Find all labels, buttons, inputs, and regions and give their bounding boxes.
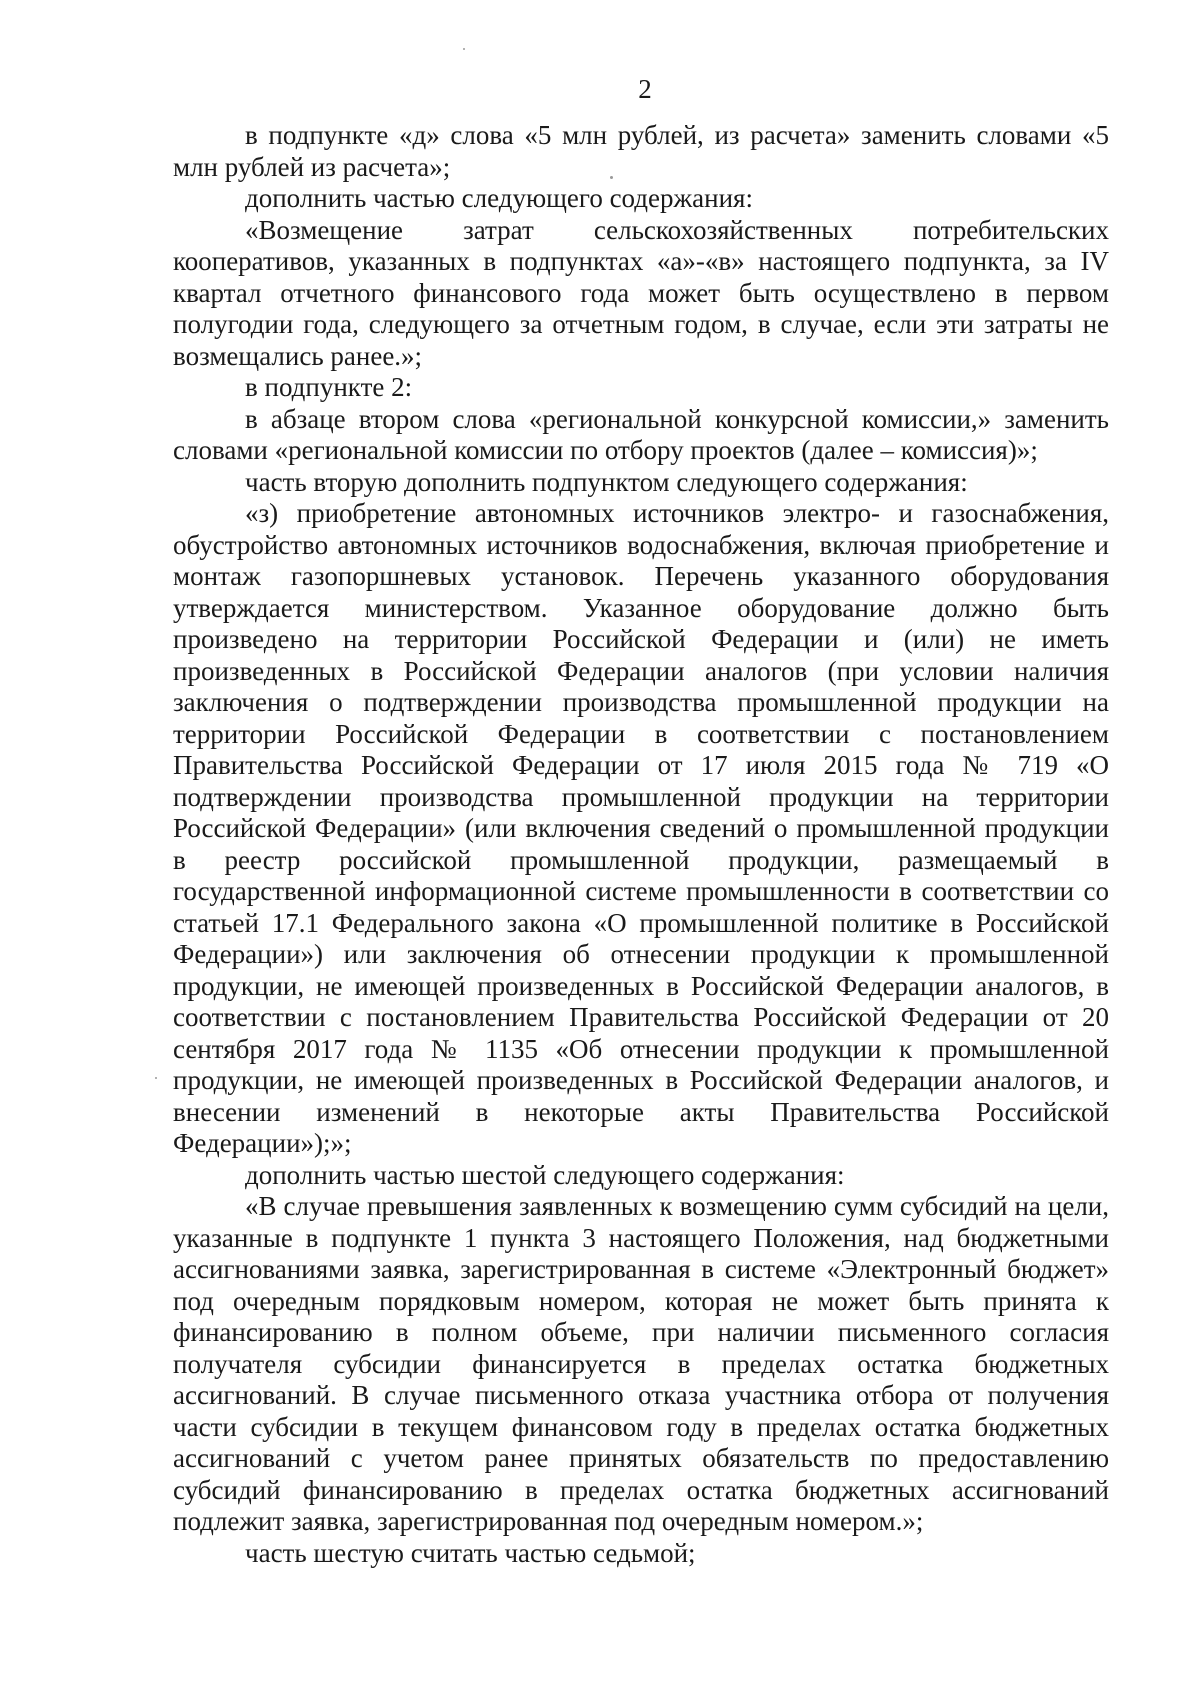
scan-speck [463,48,465,50]
paragraph-cost-reimbursement: «Возмещение затрат сельскохозяйственных потребительских кооперативов, указанных в подпунктах «а»-«в» настоящего подпункта, за IV квартал отчетного финансового года может быть осуществлено в первом полугодии года, следующего за отчетным годом, в случае, если эти затраты не возмещались ранее.»; [173,214,1109,371]
document-body [173,120,1109,1569]
paragraph-subitem-z: «з) приобретение автономных источников электро- и газоснабжения, обустройство автономных источников водоснабжения, включая приобретение и монтаж газопоршневых установок. Перечень указанного оборудования утверждается министерством. Указанное оборудование должно быть произведено на территории Российской Федерации и (или) не иметь произведенных в Российской Федерации аналогов (при условии наличия заключения о подтверждении производства промышленной продукции на территории Российской Федерации в соответствии с постановлением Правительства Российской Федерации от 17 июля 2015 года № 719 «О подтверждении производства промышленной продукции на территории Российской Федерации» (или включения сведений о промышленной продукции в реестр российской промышленной продукции, размещаемый в государственной информационной системе промышленности в соответствии со статьей 17.1 Федерального закона «О промышленной политике в Российской Федерации») или заключения об отнесении продукции к промышленной продукции, не имеющей произведенных в Российской Федерации аналогов, в соответствии с постановлением Правительства Российской Федерации от 20 сентября 2017 года № 1135 «Об отнесении продукции к промышленной продукции, не имеющей произведенных в Российской Федерации аналогов, и внесении изменений в некоторые акты Правительства Российской Федерации»);»; [173,498,1109,1158]
paragraph-renumber-part-six: часть шестую считать частью седьмой; [245,1537,696,1568]
paragraph-second-abzac-amendment: в абзаце втором слова «региональной конкурсной комиссии,» заменить словами «региональной комиссии по отбору проектов (далее – комиссия)»; [173,403,1109,465]
paragraph-add-part: дополнить частью следующего содержания: [245,183,753,213]
paragraph-subitem-2: в подпункте 2: [245,372,413,402]
scan-speck [155,1077,157,1079]
paragraph-subitem-d-amendment: в подпункте «д» слова «5 млн рублей, из расчета» заменить словами «5 млн рублей из расчета»; [173,120,1109,182]
scan-speck [610,176,613,179]
paragraph-part-two-addition: часть вторую дополнить подпунктом следующего содержания: [245,466,968,497]
page-number: 2 [638,74,652,104]
paragraph-subsidy-excess: «В случае превышения заявленных к возмещению сумм субсидий на цели, указанные в подпункте 1 пункта 3 настоящего Положения, над бюджетными ассигнованиями заявка, зарегистрированная в системе «Электронный бюджет» под очередным порядковым номером, которая не может быть принята к финансированию в полном объеме, при наличии письменного согласия получателя субсидии финансируется в пределах остатка бюджетных ассигнований. В случае письменного отказа участника отбора от получения части субсидии в текущем финансовом году в пределах остатка бюджетных ассигнований с учетом ранее принятых обязательств по предоставлению субсидий финансированию в пределах остатка бюджетных ассигнований подлежит заявка, зарегистрированная под очередным номером.»; [173,1191,1109,1536]
paragraph-add-part-six: дополнить частью шестой следующего содержания: [245,1159,845,1190]
